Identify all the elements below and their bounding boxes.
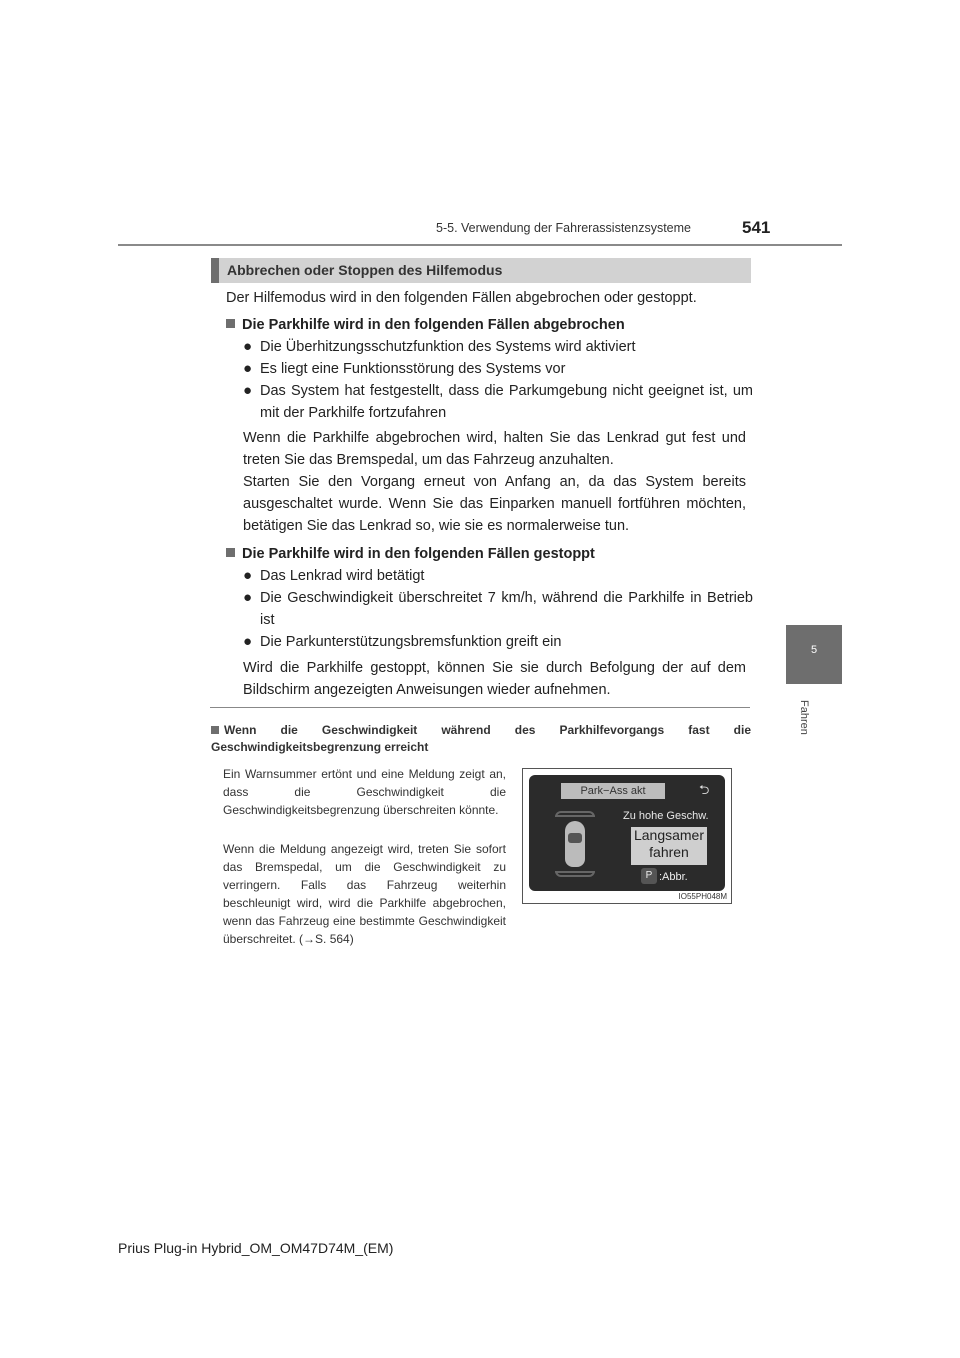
header-section-title: 5-5. Verwendung der Fahrerassistenzsysteme — [436, 221, 691, 235]
list-item — [243, 631, 753, 653]
list-item — [243, 380, 753, 424]
car-sensor-icon — [555, 811, 595, 877]
stop-paragraph: Wird die Parkhilfe gestoppt, können Sie sie durch Befolgung der auf dem Bildschirm angezeigten Anweisungen wieder aufnehmen. — [243, 660, 746, 698]
cancel-hint-text: :Abbr. — [659, 871, 688, 883]
square-bullet-icon — [226, 548, 235, 557]
list-item — [243, 587, 753, 631]
bullet-dot-icon: ● — [243, 360, 253, 377]
note-paragraph-2: Wenn die Meldung angezeigt wird, treten Sie sofort das Bremspedal, um die Geschwindigkeit zu verringern. Falls das Fahrzeug weiterhin beschleunigt wird, wird die Parkhilfe abgebrochen, wenn das Fahrzeug eine bestimmte Geschwindigkeit überschreitet. (→S. 564) — [223, 842, 506, 946]
park-assist-switch-icon: P — [641, 868, 657, 884]
warning-text: Zu hohe Geschw. — [623, 810, 709, 822]
list-item — [243, 358, 753, 380]
screen-title-bar: Park−Ass akt — [561, 783, 665, 799]
bullet-dot-icon: ● — [243, 633, 253, 650]
multimedia-screen — [529, 775, 725, 891]
cancel-heading-text: Die Parkhilfe wird in den folgenden Fällen abgebrochen — [242, 317, 625, 333]
cancel-paragraph-1: Wenn die Parkhilfe abgebrochen wird, halten Sie das Lenkrad gut fest und treten Sie das Bremspedal, um das Fahrzeug anzuhalten. — [243, 430, 746, 468]
list-item-text: Das Lenkrad wird betätigt — [260, 568, 425, 584]
back-arrow-icon: ⮌ — [699, 782, 710, 797]
list-item-text: Die Überhitzungsschutzfunktion des Systems wird aktiviert — [260, 339, 636, 355]
message-line-1: Langsamer — [633, 827, 705, 843]
list-item-text: Die Parkunterstützungsbremsfunktion greift ein — [260, 634, 562, 650]
list-item-text: Es liegt eine Funktionsstörung des Systems vor — [260, 361, 566, 377]
square-bullet-icon — [211, 726, 219, 734]
square-bullet-icon — [226, 319, 235, 328]
bullet-dot-icon: ● — [243, 567, 253, 584]
chapter-tab[interactable]: 5 — [786, 625, 842, 684]
list-item — [243, 336, 753, 358]
message-line-2: fahren — [649, 844, 689, 860]
list-item-text: Die Geschwindigkeit überschreitet 7 km/h, während die Parkhilfe in Betrieb ist — [260, 590, 753, 628]
cancel-heading — [226, 314, 625, 336]
list-item-text: Das System hat festgestellt, dass die Parkumgebung nicht geeignet ist, um mit der Parkhilfe fortzufahren — [260, 383, 753, 421]
page-number: 541 — [742, 218, 771, 237]
stop-heading — [226, 543, 595, 565]
section-title: Abbrechen oder Stoppen des Hilfemodus — [211, 258, 751, 283]
footer-doc-id: Prius Plug-in Hybrid_OM_OM47D74M_(EM) — [118, 1240, 394, 1256]
section-divider — [210, 707, 750, 708]
note-heading-text: Wenn die Geschwindigkeit während des Parkhilfevorgangs fast die Geschwindigkeitsbegrenzung erreicht — [211, 723, 751, 754]
bullet-dot-icon: ● — [243, 589, 253, 606]
slow-down-message — [631, 827, 707, 865]
note-paragraph-1: Ein Warnsummer ertönt und eine Meldung zeigt an, dass die Geschwindigkeit die Geschwindigkeitsbegrenzung überschreiten könnte. — [223, 767, 506, 817]
chapter-label: Fahren — [798, 700, 810, 735]
intro-text: Der Hilfemodus wird in den folgenden Fällen abgebrochen oder gestoppt. — [226, 290, 697, 306]
bullet-dot-icon: ● — [243, 338, 253, 355]
display-screen-figure — [522, 768, 732, 904]
header-divider — [118, 244, 842, 246]
stop-heading-text: Die Parkhilfe wird in den folgenden Fällen gestoppt — [242, 546, 595, 562]
note-heading — [211, 722, 751, 756]
bullet-dot-icon: ● — [243, 382, 253, 399]
list-item — [243, 565, 753, 587]
cancel-paragraph-2: Starten Sie den Vorgang erneut von Anfang an, da das System bereits ausgeschaltet wurde. Wenn Sie das Einparken manuell fortführen möchten, betätigen Sie das Lenkrad so, wie sie es normalerweise tun. — [243, 474, 746, 534]
figure-code: IO55PH048M — [678, 892, 727, 901]
